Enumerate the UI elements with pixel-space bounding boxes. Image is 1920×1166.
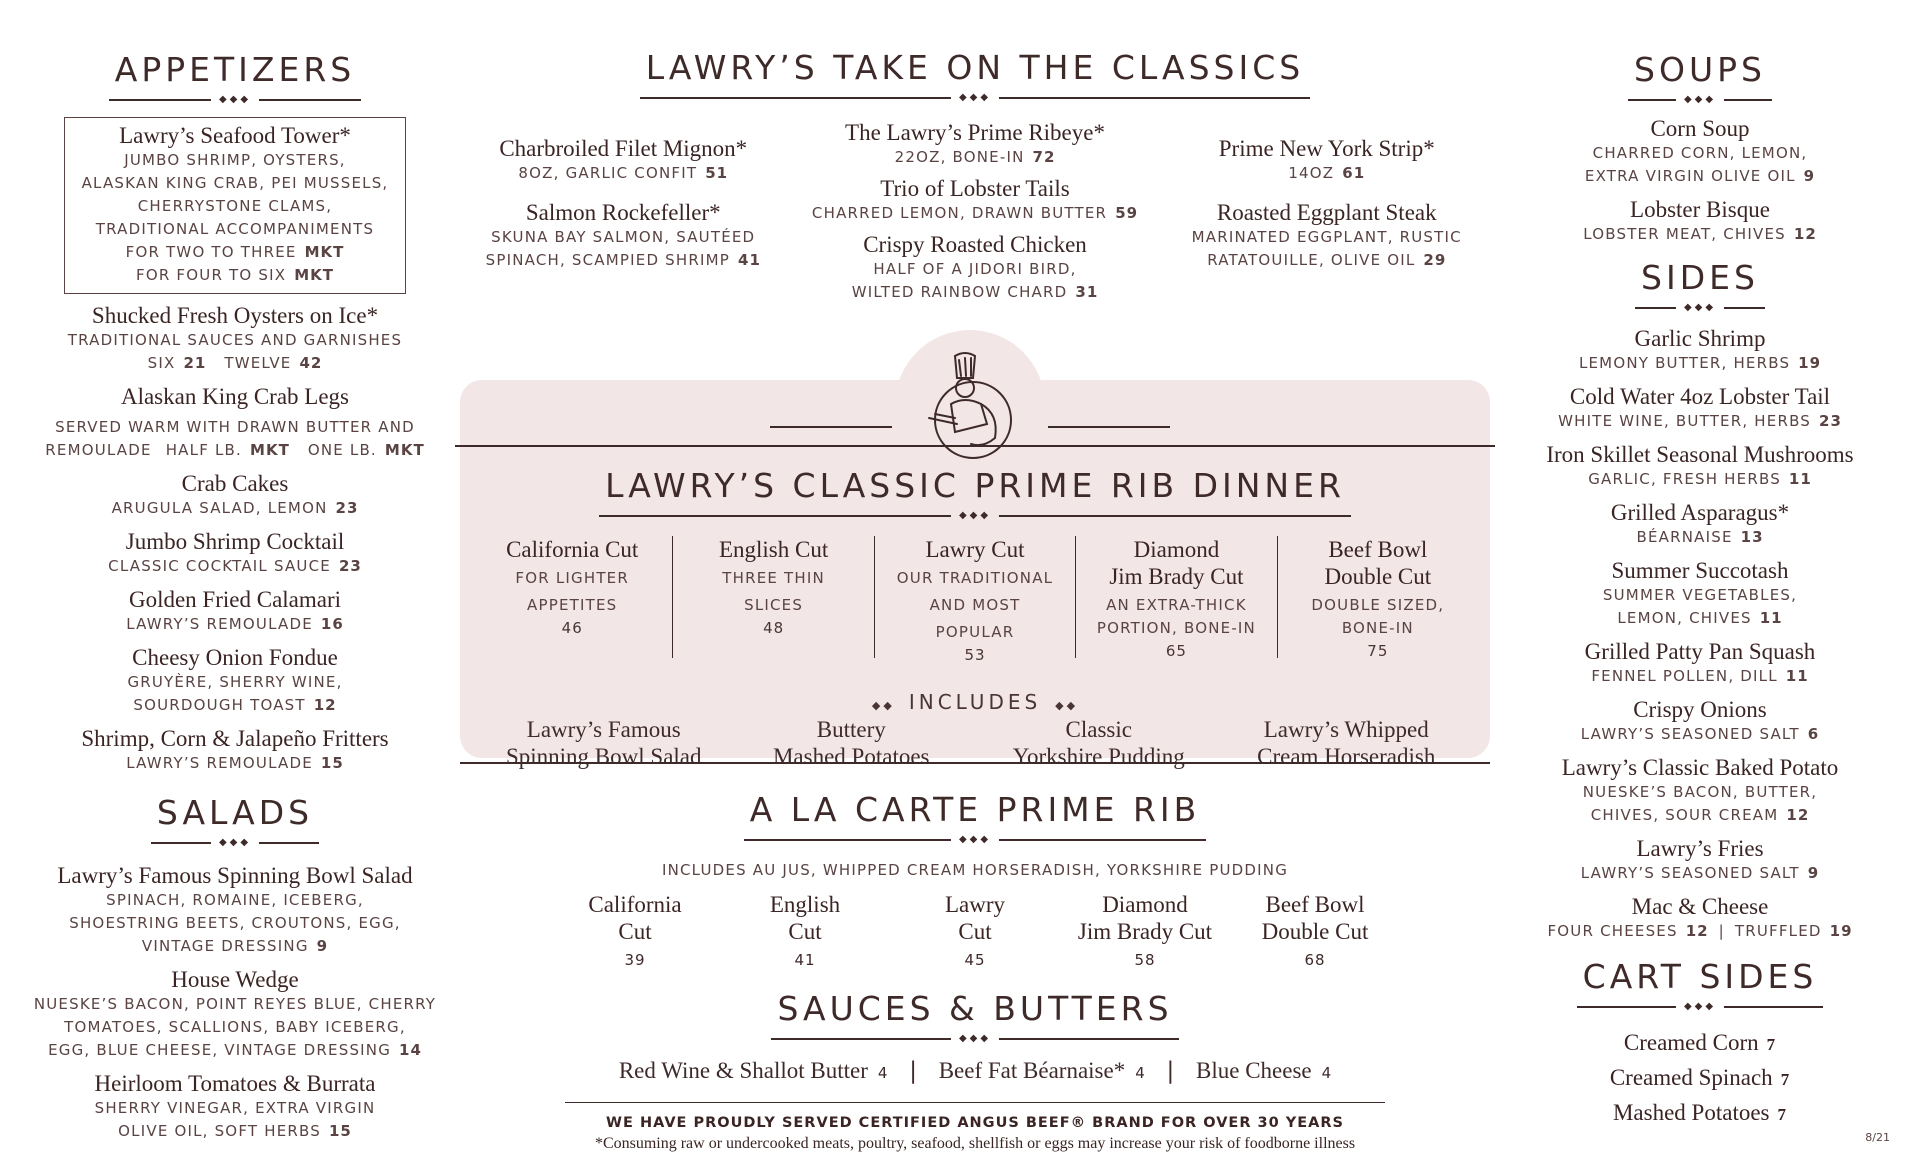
item-name: Corn Soup <box>1650 116 1750 141</box>
classics-heading: LAWRY’S TAKE ON THE CLASSICS ◆◆◆ <box>640 48 1310 99</box>
cut-price: 46 <box>561 619 583 637</box>
sauce-name: Blue Cheese <box>1196 1058 1312 1083</box>
heading-ornament: ◆◆◆ <box>1676 92 1724 108</box>
cart-sides-heading-wrap <box>1510 957 1890 1012</box>
menu-item <box>0 470 470 520</box>
item-desc: LAWRY’S REMOULADE 15 <box>126 754 344 772</box>
seafood-tower-box <box>64 117 406 294</box>
cut-desc: BONE-IN <box>1341 619 1414 637</box>
item-name: The Lawry’s Prime Ribeye* <box>845 120 1105 145</box>
item-name: Salmon Rockefeller* <box>525 200 721 225</box>
item-name: Lawry’s Seafood Tower* <box>119 123 351 148</box>
classics-column <box>1154 113 1501 304</box>
item-desc: CHARRED CORN, LEMON, <box>1592 144 1808 162</box>
cut-price: 48 <box>763 619 785 637</box>
prime-rib-heading: LAWRY’S CLASSIC PRIME RIB DINNER ◆◆◆ <box>599 466 1351 517</box>
heading-ornament: ◆◆◆ <box>211 92 259 108</box>
item-desc: SHERRY VINEGAR, EXTRA VIRGIN <box>94 1099 376 1117</box>
heading-ornament: ◆◆◆ <box>1676 999 1724 1015</box>
divider-line <box>565 1102 1385 1103</box>
cut-name: Diamond <box>1133 537 1220 562</box>
cart-side-item: Creamed Spinach 7 <box>1609 1065 1791 1090</box>
item-name: Shucked Fresh Oysters on Ice* <box>91 303 379 328</box>
menu-item <box>802 175 1149 225</box>
item-desc: WHITE WINE, BUTTER, HERBS 23 <box>1558 412 1842 430</box>
menu-item <box>1510 754 1890 827</box>
item-desc: SPINACH, SCAMPIED SHRIMP 41 <box>485 251 761 269</box>
includes-label: INCLUDES <box>908 690 1042 714</box>
item-desc: BÉARNAISE 13 <box>1636 528 1764 546</box>
cut-desc: SLICES <box>744 596 804 614</box>
divider-line <box>1048 426 1170 428</box>
menu-item <box>1510 499 1890 549</box>
cut-desc: AND MOST <box>929 596 1021 614</box>
menu-item <box>450 135 797 185</box>
item-desc: LEMONY BUTTER, HERBS 19 <box>1578 354 1822 372</box>
sides-heading: SIDES ◆◆◆ <box>1635 258 1765 309</box>
item-desc: CHIVES, SOUR CREAM 12 <box>1590 806 1810 824</box>
cart-side-item: Creamed Corn 7 <box>1623 1030 1777 1055</box>
salads-heading: SALADS ◆◆◆ <box>151 793 319 844</box>
left-column <box>0 50 470 1143</box>
menu-item <box>802 231 1149 304</box>
menu-item <box>0 1070 470 1143</box>
heading-ornament: ◆◆◆ <box>951 90 999 106</box>
included-item: Classic Yorkshire Pudding <box>1012 717 1185 769</box>
item-desc: VINTAGE DRESSING 9 <box>141 937 329 955</box>
separator: | <box>909 1058 917 1084</box>
included-item: Lawry’s Famous Spinning Bowl Salad <box>505 717 702 769</box>
cut-price: 75 <box>1367 642 1389 660</box>
price: 68 <box>1304 951 1326 969</box>
item-desc: SERVED WARM WITH DRAWN BUTTER AND <box>55 418 415 436</box>
item-name: Lawry’s Famous Spinning Bowl Salad <box>57 863 413 888</box>
item-desc: GARLIC, FRESH HERBS 11 <box>1588 470 1812 488</box>
item-name: Charbroiled Filet Mignon* <box>499 136 748 161</box>
alacarte-cut: Diamond Jim Brady Cut 58 <box>1060 891 1230 969</box>
prime-rib-title-wrap <box>450 466 1500 521</box>
item-name: Garlic Shrimp <box>1634 326 1766 351</box>
appetizers-heading: APPETIZERS ◆◆◆ <box>109 50 361 101</box>
item-desc: RATATOUILLE, OLIVE OIL 29 <box>1207 251 1447 269</box>
menu-item <box>0 528 470 578</box>
item-desc: FENNEL POLLEN, DILL 11 <box>1591 667 1809 685</box>
menu-item <box>1510 325 1890 375</box>
item-desc: EXTRA VIRGIN OLIVE OIL 9 <box>1584 167 1816 185</box>
classics-column <box>802 113 1149 304</box>
menu-item <box>1154 199 1501 272</box>
cut-name: Lawry Cut <box>925 537 1025 562</box>
chef-carver-icon <box>915 348 1025 463</box>
price: 4 <box>1321 1064 1332 1082</box>
prime-rib-cut <box>1278 536 1478 658</box>
item-option: FOR FOUR TO SIX MKT <box>136 266 334 284</box>
alacarte-cut: California Cut 39 <box>550 891 720 969</box>
item-desc: 14OZ 61 <box>1288 164 1366 182</box>
center-column <box>450 48 1500 1153</box>
heading-ornament: ◆◆◆ <box>1676 300 1724 316</box>
item-desc: NUESKE’S BACON, BUTTER, <box>1582 783 1818 801</box>
item-desc: ALASKAN KING CRAB, PEI MUSSELS, <box>81 174 389 192</box>
prime-rib-cut <box>472 536 673 658</box>
cut-desc: POPULAR <box>935 623 1015 641</box>
alacarte-cuts <box>450 891 1500 969</box>
menu-item <box>0 383 470 462</box>
menu-item <box>1510 557 1890 630</box>
menu-item <box>0 966 470 1062</box>
sauces-heading: SAUCES & BUTTERS ◆◆◆ <box>771 989 1178 1040</box>
item-name: Lawry’s Fries <box>1636 836 1764 861</box>
alacarte-cut: English Cut 41 <box>720 891 890 969</box>
soups-heading: SOUPS ◆◆◆ <box>1628 50 1772 101</box>
menu-item <box>1154 135 1501 185</box>
heading-ornament: ◆◆◆ <box>951 832 999 848</box>
page-code: 8/21 <box>1865 1131 1890 1144</box>
prime-rib-cuts <box>472 536 1478 664</box>
item-desc: CHARRED LEMON, DRAWN BUTTER 59 <box>811 204 1139 222</box>
sauce-name: Beef Fat Béarnaise* <box>938 1058 1126 1083</box>
menu-item <box>1510 835 1890 885</box>
item-desc: 22OZ, BONE-IN 72 <box>894 148 1056 166</box>
item-option: FOR TWO TO THREE MKT <box>125 243 345 261</box>
item-desc: SUMMER VEGETABLES, <box>1602 586 1798 604</box>
item-name: Prime New York Strip* <box>1218 136 1435 161</box>
item-desc: LEMON, CHIVES 11 <box>1617 609 1783 627</box>
menu-item <box>1510 696 1890 746</box>
menu-item <box>0 586 470 636</box>
item-desc: ARUGULA SALAD, LEMON 23 <box>111 499 359 517</box>
cut-desc: DOUBLE SIZED, <box>1311 596 1445 614</box>
cut-desc: APPETITES <box>527 596 618 614</box>
sauce-row <box>450 1058 1500 1084</box>
cut-price: 65 <box>1165 642 1187 660</box>
classics-grid <box>450 113 1500 304</box>
item-name: House Wedge <box>171 967 299 992</box>
cut-price: 53 <box>964 646 986 664</box>
item-name: Grilled Asparagus* <box>1610 500 1790 525</box>
item-desc: OLIVE OIL, SOFT HERBS 15 <box>118 1122 352 1140</box>
item-desc: GRUYÈRE, SHERRY WINE, <box>127 673 343 691</box>
item-name: Mac & Cheese <box>1631 894 1769 919</box>
cut-name: Jim Brady Cut <box>1109 564 1244 589</box>
ornament: ◆◆ <box>871 699 895 712</box>
item-desc: SKUNA BAY SALMON, SAUTÉED <box>491 228 756 246</box>
sauces-section <box>450 989 1500 1153</box>
included-item: Buttery Mashed Potatoes <box>772 717 930 769</box>
alacarte-cut: Lawry Cut 45 <box>890 891 1060 969</box>
prime-rib-panel <box>450 328 1500 768</box>
alacarte-subtitle: INCLUDES AU JUS, WHIPPED CREAM HORSERADISH, YORKSHIRE PUDDING <box>661 861 1289 879</box>
price: MKT <box>304 243 345 261</box>
included-item: Lawry’s Whipped Cream Horseradish <box>1257 717 1436 769</box>
separator: | <box>1166 1058 1175 1084</box>
item-name: Shrimp, Corn & Jalapeño Fritters <box>81 726 389 751</box>
item-desc: LAWRY’S REMOULADE 16 <box>126 615 344 633</box>
menu-item <box>0 302 470 375</box>
item-name: Grilled Patty Pan Squash <box>1584 639 1816 664</box>
cart-sides-heading: CART SIDES ◆◆◆ <box>1577 957 1824 1008</box>
menu-item <box>1510 893 1890 943</box>
classics-column <box>450 113 797 304</box>
cut-desc: FOR LIGHTER <box>515 569 629 587</box>
divider-line <box>460 762 1490 764</box>
item-name: Crispy Roasted Chicken <box>863 232 1087 257</box>
item-option: REMOULADE HALF LB. MKT ONE LB. MKT <box>45 441 425 459</box>
item-name: Jumbo Shrimp Cocktail <box>125 529 345 554</box>
sides-heading-wrap <box>1510 258 1890 313</box>
item-name: Lawry’s Classic Baked Potato <box>1561 755 1839 780</box>
item-name: Golden Fried Calamari <box>128 587 342 612</box>
heading-ornament: ◆◆◆ <box>211 835 259 851</box>
menu-item <box>1510 196 1890 246</box>
item-desc: SPINACH, ROMAINE, ICEBERG, <box>106 891 364 909</box>
menu-item <box>0 644 470 717</box>
item-desc: LAWRY’S SEASONED SALT 9 <box>1580 864 1820 882</box>
cart-side-item: Mashed Potatoes 7 <box>1612 1100 1787 1125</box>
item-name: Iron Skillet Seasonal Mushrooms <box>1546 442 1854 467</box>
prime-rib-cut <box>875 536 1076 664</box>
item-name: Heirloom Tomatoes & Burrata <box>94 1071 376 1096</box>
menu-item <box>1510 383 1890 433</box>
consumer-advisory: *Consuming raw or undercooked meats, poultry, seafood, shellfish or eggs may increase your risk of foodborne illness <box>594 1135 1356 1152</box>
sauce-name: Red Wine & Shallot Butter <box>618 1058 868 1083</box>
price: 45 <box>964 951 986 969</box>
item-desc: WILTED RAINBOW CHARD 31 <box>851 283 1099 301</box>
cut-name: English Cut <box>718 537 829 562</box>
item-desc: CHERRYSTONE CLAMS, <box>137 197 333 215</box>
cut-name: Beef Bowl <box>1328 537 1428 562</box>
price: MKT <box>294 266 334 284</box>
item-name: Summer Succotash <box>1611 558 1789 583</box>
heading-ornament: ◆◆◆ <box>951 508 999 524</box>
salads-heading-wrap <box>0 793 470 848</box>
item-name: Roasted Eggplant Steak <box>1216 200 1437 225</box>
item-name: Alaskan King Crab Legs <box>120 384 350 409</box>
menu-item <box>0 862 470 958</box>
price: 39 <box>624 951 646 969</box>
alacarte-heading: A LA CARTE PRIME RIB ◆◆◆ <box>744 790 1207 841</box>
item-desc: EGG, BLUE CHEESE, VINTAGE DRESSING 14 <box>48 1041 422 1059</box>
item-name: Trio of Lobster Tails <box>880 176 1070 201</box>
divider-line <box>770 426 892 428</box>
item-desc: FOUR CHEESES 12 | TRUFFLED 19 <box>1547 922 1853 940</box>
menu-item <box>1510 115 1890 188</box>
item-desc: SHOESTRING BEETS, CROUTONS, EGG, <box>69 914 401 932</box>
includes-label-row <box>450 690 1500 714</box>
item-name: Crispy Onions <box>1633 697 1767 722</box>
item-desc: LAWRY’S SEASONED SALT 6 <box>1580 725 1820 743</box>
price: 4 <box>877 1064 888 1082</box>
menu-item <box>1510 638 1890 688</box>
menu-item <box>802 119 1149 169</box>
item-desc: NUESKE’S BACON, POINT REYES BLUE, CHERRY <box>33 995 437 1013</box>
prime-rib-cut <box>1076 536 1277 658</box>
cut-desc: AN EXTRA-THICK <box>1106 596 1247 614</box>
item-desc: TRADITIONAL ACCOMPANIMENTS <box>95 220 375 238</box>
item-desc: HALF OF A JIDORI BIRD, <box>873 260 1077 278</box>
item-desc: JUMBO SHRIMP, OYSTERS, <box>124 151 346 169</box>
menu-item <box>0 725 470 775</box>
menu-item <box>1510 441 1890 491</box>
item-name: Cheesy Onion Fondue <box>132 645 338 670</box>
item-name: Lobster Bisque <box>1630 197 1770 222</box>
heading-ornament: ◆◆◆ <box>951 1031 999 1047</box>
item-desc: LOBSTER MEAT, CHIVES 12 <box>1583 225 1817 243</box>
right-column <box>1510 50 1890 1131</box>
item-desc: MARINATED EGGPLANT, RUSTIC <box>1191 228 1462 246</box>
cart-sides-list <box>1510 1026 1890 1131</box>
item-desc: TOMATOES, SCALLIONS, BABY ICEBERG, <box>64 1018 406 1036</box>
cut-desc: THREE THIN <box>722 569 825 587</box>
price: 41 <box>794 951 816 969</box>
item-name: Cold Water 4oz Lobster Tail <box>1569 384 1831 409</box>
ornament: ◆◆ <box>1055 699 1079 712</box>
alacarte-cut: Beef Bowl Double Cut 68 <box>1230 891 1400 969</box>
menu-item <box>450 199 797 272</box>
item-desc: CLASSIC COCKTAIL SAUCE 23 <box>108 557 362 575</box>
alacarte-section <box>450 790 1500 969</box>
price: 58 <box>1134 951 1156 969</box>
cut-desc: PORTION, BONE-IN <box>1096 619 1256 637</box>
item-option: SIX 21 TWELVE 42 <box>147 354 323 372</box>
item-desc: TRADITIONAL SAUCES AND GARNISHES <box>67 331 403 349</box>
angus-statement: WE HAVE PROUDLY SERVED CERTIFIED ANGUS BEEF® BRAND FOR OVER 30 YEARS <box>606 1115 1344 1131</box>
cut-name: California Cut <box>506 537 639 562</box>
cut-desc: OUR TRADITIONAL <box>896 569 1054 587</box>
price: 4 <box>1135 1064 1145 1082</box>
item-desc: SOURDOUGH TOAST 12 <box>133 696 337 714</box>
prime-rib-cut <box>673 536 874 658</box>
item-desc: 8OZ, GARLIC CONFIT 51 <box>518 164 729 182</box>
item-name: Crab Cakes <box>181 471 289 496</box>
cut-name: Double Cut <box>1324 564 1432 589</box>
